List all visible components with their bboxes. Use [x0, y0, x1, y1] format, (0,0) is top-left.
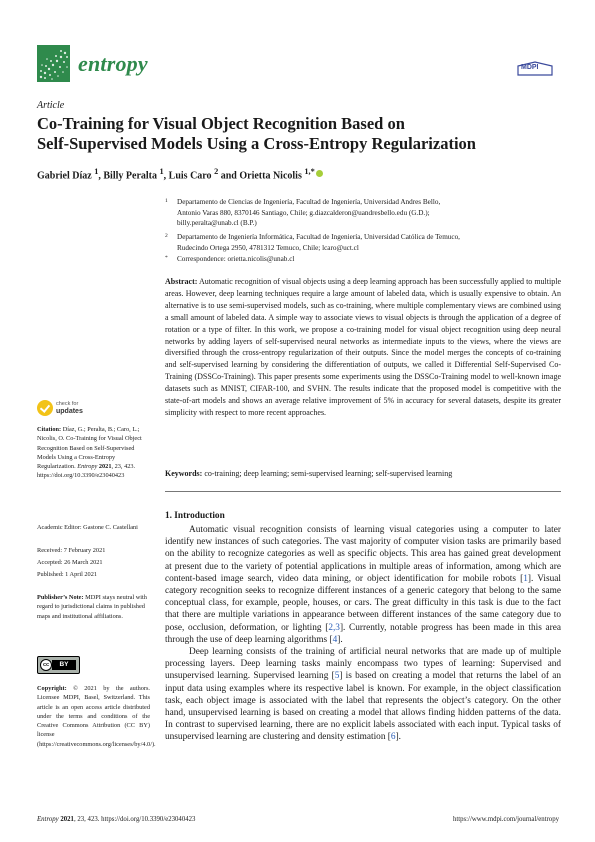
article-type: Article [37, 100, 65, 111]
citation: Citation: Díaz, G.; Peralta, B.; Caro, L.; Nicolis, O. Co-Training for Visual Object Recognition Based on Self-Supervised Models Using a Cross-Entropy Regularization. Entropy 2021, 23, 423. https://doi.org/10.3390/e23040423 [37, 426, 142, 480]
author-name: Luis Caro [168, 170, 212, 182]
journal-logo-icon [37, 45, 70, 82]
citation-link[interactable]: 4 [332, 634, 338, 645]
footer-journal-url[interactable]: https://www.mdpi.com/journal/entropy [452, 816, 559, 823]
citation-link[interactable]: 1 [523, 573, 528, 584]
citation-link[interactable]: 2,3 [328, 622, 340, 633]
received-date: Received: 7 February 2021 [37, 547, 106, 554]
keywords-label: Keywords: [165, 469, 203, 478]
published-date: Published: 1 April 2021 [37, 571, 97, 578]
check-updates-top[interactable]: check for [56, 401, 79, 407]
citation-link[interactable]: 6 [390, 732, 396, 743]
author-name: Billy Peralta [103, 170, 157, 182]
check-updates-icon[interactable] [37, 400, 53, 416]
paragraph: Deep learning consists of the training of artificial neural networks that are made up of multiple processing layers. Deep learning tasks mainly encompass two types of learning: Supervised and unsupervised learning. Supervised learning [5] is based on creating a model that returns the label of an input data using examples where its respective label is known. For example, in the object classification task, each object image is associated with the label that represents the object’s category. On the other hand, unsupervised learning is based on creating a model that allows finding hidden patterns of the data. In contrast to supervised learning, there are no explicit labels associated with each input. Typical tasks of unsupervised learning are clustering and density estimation [6]. [165, 647, 562, 743]
correspondence: * Correspondence: orietta.nicolis@unab.cl [165, 255, 295, 263]
paper-title [37, 114, 567, 154]
keywords [165, 468, 561, 480]
footer-citation: Entropy 2021, 23, 423. https://doi.org/10.3390/e23040423 [37, 816, 196, 823]
body-text [165, 524, 561, 744]
orcid-icon[interactable] [316, 170, 323, 177]
title-line-1: Co-Training for Visual Object Recognition Based on [37, 114, 405, 133]
abstract [165, 276, 561, 419]
paragraph: Automatic visual recognition consists of learning visual categories using a computer to later identify new instances of such categories. The vast majority of computer vision tasks are primarily based on the ability to recognize categories as well as specific objects. This area has gained great development at present due to the variety of potential applications in multiple areas of information, among which are content-based image search, video data mining, or object identification for mobile robots [1]. Visual category recognition seeks to recognize different instances of a generic category that belong to the same conceptual class, for example, people, houses, or cars. The great difficulty in this task is due to the fact that there are multiple variations in appearance between different instances of the same category due to pose, occlusion, deformation, or lighting [2,3]. Currently, notable progress has been made in this area through the use of deep learning algorithms [4]. [165, 525, 561, 645]
cc-by-license-icon[interactable]: cc BY [37, 656, 80, 674]
title-line-2: Self-Supervised Models Using a Cross-Entropy Regularization [37, 134, 476, 153]
check-updates-bottom[interactable]: updates [56, 408, 83, 415]
author-name: Orietta Nicolis [239, 170, 302, 182]
author-name: Gabriel Díaz [37, 170, 92, 182]
abstract-text: Automatic recognition of visual objects using a deep learning approach has been successfully applied to multiple areas. However, deep learning techniques require a large amount of labeled data, which is usually expensive to obtain. An alternative is to use semi-supervised models, such as co-training, where multiple complementary views are combined using a small amount of labeled data. A simple way to associate views to visual objects is through the application of a degree of rotation or a type of filter. In this work, we propose a co-training model for visual object recognition using deep neural networks by adding layers of self-supervised neural networks as intermediate inputs to the views, where the views are diversified through the cross-entropy regularization of their outputs. Since the model merges the concepts of co-training and self-supervised learning by considering the differentiation of outputs, we called it Differential Self-Supervised Co-Training (DSSCo-Training). This paper presents some experiments using the DSSCo-Training model to well-known image datasets such as MNIST, CIFAR-100, and SVHN. The results indicate that the proposed model is competitive with the state-of-art models and shows an average relative improvement of 5% in accuracy for several datasets, despite its greater simplicity with respect to more recent approaches. [165, 277, 561, 417]
abstract-label: Abstract: [165, 277, 198, 286]
section-heading: 1. Introduction [165, 511, 225, 521]
affiliation-2: 2 Departamento de Ingeniería Informática, Facultad de Ingeniería, Universidad Católica de Temuco, Rudecindo Ortega 2950, 4781312 Temuco, Chile; lcaro@uct.cl [165, 233, 460, 252]
divider [165, 491, 561, 492]
accepted-date: Accepted: 26 March 2021 [37, 559, 103, 566]
citation-link[interactable]: 5 [334, 671, 340, 682]
academic-editor: Academic Editor: Gastone C. Castellani [37, 524, 138, 531]
publisher-note: Publisher’s Note: MDPI stays neutral with regard to jurisdictional claims in published maps and institutional affiliations. [37, 594, 147, 620]
publisher-logo-text: MDPI [521, 64, 539, 71]
copyright: Copyright: © 2021 by the authors. Licensee MDPI, Basel, Switzerland. This article is an open access article distributed under the terms and conditions of the Creative Commons Attribution (CC BY) license (https://creativecommons.org/licenses/by/4.0/). [37, 685, 156, 748]
author-list: Gabriel Díaz $^1$, Billy Peralta $^1$, Luis Caro $^2$ and Orietta Nicolis $^{1,*}$ [37, 167, 323, 181]
journal-name: entropy [78, 51, 148, 76]
affiliation-1: 1 Departamento de Ciencias de Ingeniería, Facultad de Ingeniería, Universidad Andres Bello, Antonio Varas 880, 8370146 Santiago, Chile; g.diazcalderon@uandresbello.edu (G.D.); billy.peralta@unab.cl (B.P.) [165, 198, 441, 227]
keywords-text: co-training; deep learning; semi-supervised learning; self-supervised learning [204, 469, 453, 478]
